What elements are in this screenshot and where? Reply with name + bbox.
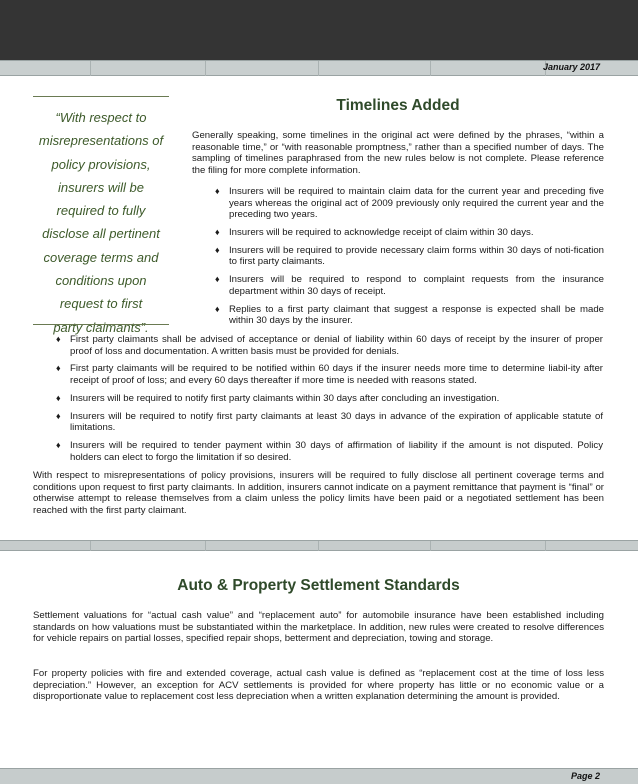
pull-quote-top-rule (33, 96, 169, 97)
settlement-para-2: For property policies with fire and extended coverage, actual cash value is defined as “replacement cost at the time of loss less depreciation.” However, an exception for ACV settlements is provided for where property has little or no economic value or a disproportionate value to replacement cost less depreciation when a written explanation determining the amount is provided. (33, 668, 604, 703)
diamond-bullet-icon: ♦ (56, 439, 61, 450)
timelines-closing: With respect to misrepresentations of policy provisions, insurers will be required to fully disclose all pertinent coverage terms and conditions upon request to first party claimants. In addition, insurers cannot indicate on a payment remittance that payment is “final” or otherwise attempt to release themselves from a claim unless the policy limits have been paid or a negotiated settlement has been reached with the first party claimant. (33, 470, 604, 516)
section-divider-bar (0, 540, 638, 551)
pull-quote-line: “With respect to (55, 110, 147, 125)
bar-divider (430, 61, 431, 76)
pull-quote-line: policy provisions, (51, 156, 151, 172)
list-item: ♦ Insurers will be required to provide necessary claim forms within 30 days of noti-fication to first party claimants. (215, 244, 604, 268)
diamond-bullet-icon: ♦ (215, 244, 220, 255)
timelines-title: Timelines Added (336, 97, 460, 114)
diamond-bullet-icon: ♦ (215, 303, 220, 314)
bar-divider (90, 61, 91, 76)
pull-quote-line: required to fully (56, 203, 146, 219)
diamond-bullet-icon: ♦ (215, 274, 220, 285)
pull-quote-line: insurers will be (58, 179, 144, 195)
bar-divider (205, 61, 206, 76)
pull-quote-line: party claimants”. (53, 319, 149, 335)
pull-quote (33, 106, 169, 339)
diamond-bullet-icon: ♦ (215, 186, 220, 196)
bar-divider (205, 541, 206, 551)
list-item: ♦ First party claimants will be required to be notified within 60 days if the insurer needs more time to determine liabil-ity after receipt of proof of loss; and every 60 days thereafter if more time is needed with reasons stated. (56, 363, 603, 386)
diamond-bullet-icon: ♦ (56, 363, 61, 374)
bar-divider (90, 541, 91, 551)
settlement-para-1: Settlement valuations for “actual cash value” and “replacement auto” for automobile insurance have been established including standards on how valuations must be substantiated within the marketplace. In addition, new rules were created to resolve differences for vehicle repairs on partial losses, specified repair shops, betterment and depreciation, towing and storage. (33, 610, 604, 645)
footer-bar (0, 768, 638, 784)
bar-divider (318, 541, 319, 551)
page-number: Page 2 (570, 771, 600, 781)
diamond-bullet-icon: ♦ (215, 226, 220, 237)
timelines-intro: Generally speaking, some timelines in the original act were defined by the phrases, “within a reasonable time,” or “with reasonable promptness,” rather than a specified number of days. The sampling of timelines paraphrased from the new rules below is not complete. Please reference the filing for more complete information. (192, 130, 604, 176)
pull-quote-line: conditions upon (55, 273, 147, 289)
list-item: ♦ Insurers will be required to tender payment within 30 days of affirmation of liability if the amount is not disputed. Policy holders can elect to forgo the limitation if so desired. (56, 439, 603, 463)
list-item: ♦ Insurers will be required to notify first party claimants at least 30 days in advance of the expiration of applicable statute of limitations. (56, 410, 603, 434)
pull-quote-line: misrepresentations of (38, 133, 164, 149)
settlement-title: Auto & Property Settlement Standards (177, 577, 460, 594)
pull-quote-line: coverage terms and (43, 249, 159, 265)
diamond-bullet-icon: ♦ (56, 410, 61, 421)
bar-divider (545, 541, 546, 551)
bar-divider (430, 541, 431, 551)
list-item: ♦ Insurers will be required to maintain claim data for the current year and preceding five years whereas the original act of 2009 previously only required the current year and the preceding two years. (215, 186, 604, 221)
timelines-bullets-right (214, 186, 604, 333)
list-item: ♦ First party claimants shall be advised of acceptance or denial of liability within 60 days of receipt by the insurer of proper proof of loss and documentation. A written basis must be provided for denials. (56, 334, 603, 357)
pull-quote-bottom-rule (33, 324, 169, 325)
list-item: ♦ Insurers will be required to respond to complaint requests from the insurance department within 30 days of receipt. (215, 274, 604, 297)
header-date-bar (0, 60, 638, 76)
list-item: ♦ Insurers will be required to acknowledge receipt of claim within 30 days. (215, 226, 534, 238)
diamond-bullet-icon: ♦ (56, 334, 61, 344)
pull-quote-line: disclose all pertinent (42, 226, 160, 242)
diamond-bullet-icon: ♦ (56, 392, 61, 403)
bar-divider (318, 61, 319, 76)
timelines-bullets-full (55, 334, 603, 469)
pull-quote-line: request to first (59, 296, 143, 312)
header-dark-band (0, 0, 638, 60)
list-item: ♦ Insurers will be required to notify first party claimants within 30 days after concluding an investigation. (56, 392, 500, 404)
issue-date: January 2017 (542, 62, 600, 72)
list-item: ♦ Replies to a first party claimant that suggest a response is expected shall be made within 30 days by the insurer. (215, 303, 604, 327)
